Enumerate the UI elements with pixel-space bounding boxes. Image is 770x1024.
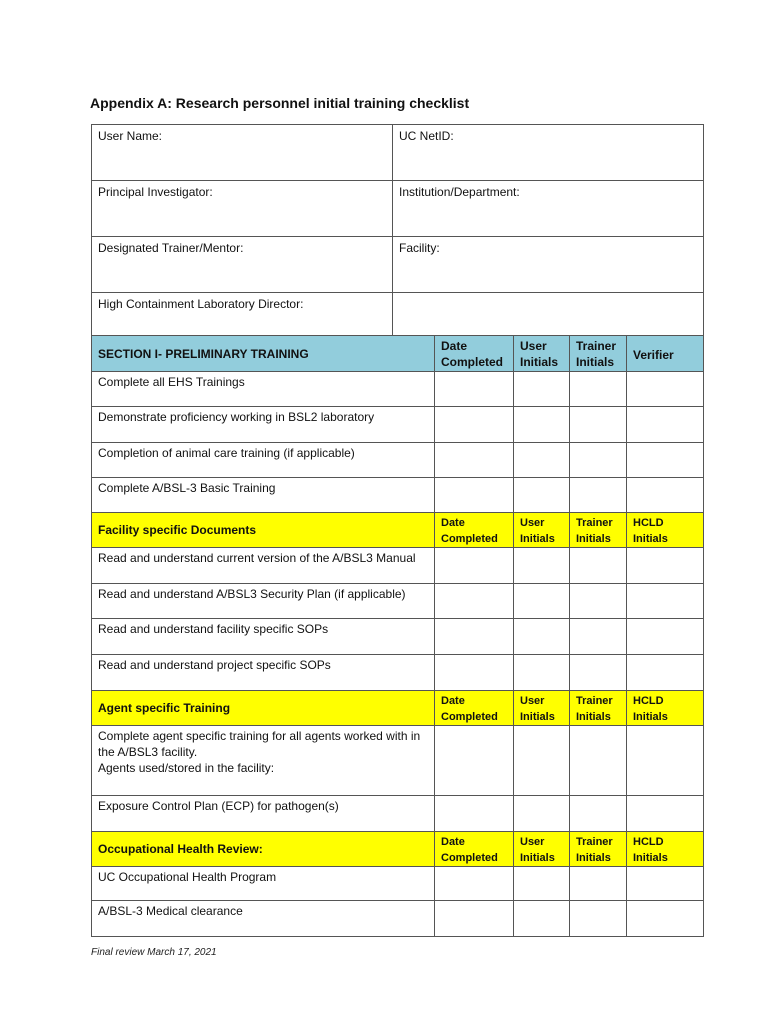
trainer-initials-cell[interactable] [570,655,627,691]
checklist-item-text: Complete agent specific training for all agents worked with in the A/BSL3 facility. [98,729,421,759]
hcld-initials-cell[interactable] [627,584,704,619]
training-checklist-table [91,335,704,937]
table-row [92,901,704,937]
date-completed-cell[interactable] [435,407,514,443]
table-row [92,584,704,619]
user-initials-cell[interactable] [514,901,570,937]
date-completed-cell[interactable] [435,548,514,584]
facility-docs-heading: Facility specific Documents [92,513,435,548]
hcl-director-field[interactable]: High Containment Laboratory Director: [92,293,393,350]
col-trainer-initials: Trainer Initials [570,513,627,548]
checklist-item: Read and understand facility specific SOPs [92,619,435,655]
checklist-item-subtext: Agents used/stored in the facility: [98,761,275,775]
trainer-initials-cell[interactable] [570,372,627,407]
col-trainer-initials: Trainer Initials [570,336,627,372]
col-hcld-initials: HCLD Initials [627,691,704,726]
verifier-cell[interactable] [627,407,704,443]
agent-training-header-row [92,691,704,726]
checklist-item: Exposure Control Plan (ECP) for pathogen(s) [92,796,435,832]
checklist-item: Completion of animal care training (if applicable) [92,443,435,478]
trainer-initials-cell[interactable] [570,407,627,443]
hcld-initials-cell[interactable] [627,867,704,901]
checklist-item: Read and understand project specific SOPs [92,655,435,691]
personnel-info-table [91,124,704,350]
checklist-item: A/BSL-3 Medical clearance [92,901,435,937]
trainer-initials-cell[interactable] [570,867,627,901]
table-row [92,655,704,691]
col-hcld-initials: HCLD Initials [627,832,704,867]
table-row [92,796,704,832]
date-completed-cell[interactable] [435,901,514,937]
date-completed-cell[interactable] [435,867,514,901]
hcld-initials-cell[interactable] [627,548,704,584]
col-verifier: Verifier [627,336,704,372]
checklist-item: Read and understand A/BSL3 Security Plan (if applicable) [92,584,435,619]
hcld-initials-cell[interactable] [627,901,704,937]
trainer-initials-cell[interactable] [570,619,627,655]
date-completed-cell[interactable] [435,584,514,619]
col-user-initials: User Initials [514,513,570,548]
agent-training-heading: Agent specific Training [92,691,435,726]
col-user-initials: User Initials [514,832,570,867]
col-date-completed: Date Completed [435,832,514,867]
user-initials-cell[interactable] [514,619,570,655]
trainer-initials-cell[interactable] [570,796,627,832]
user-initials-cell[interactable] [514,478,570,513]
trainer-initials-cell[interactable] [570,478,627,513]
checklist-item [92,726,435,796]
hcld-initials-cell[interactable] [627,619,704,655]
hcld-initials-cell[interactable] [627,796,704,832]
date-completed-cell[interactable] [435,372,514,407]
col-trainer-initials: Trainer Initials [570,691,627,726]
section1-header-row [92,336,704,372]
section1-heading: SECTION I- PRELIMINARY TRAINING [92,336,435,372]
date-completed-cell[interactable] [435,443,514,478]
occupational-health-heading: Occupational Health Review: [92,832,435,867]
checklist-item: Read and understand current version of the A/BSL3 Manual [92,548,435,584]
col-user-initials: User Initials [514,336,570,372]
user-initials-cell[interactable] [514,407,570,443]
table-row [92,407,704,443]
checklist-item: UC Occupational Health Program [92,867,435,901]
user-initials-cell[interactable] [514,867,570,901]
verifier-cell[interactable] [627,478,704,513]
table-row [92,478,704,513]
checklist-item: Complete A/BSL-3 Basic Training [92,478,435,513]
date-completed-cell[interactable] [435,796,514,832]
hcld-initials-cell[interactable] [627,726,704,796]
footer-review-date: Final review March 17, 2021 [91,947,217,958]
uc-netid-field[interactable]: UC NetID: [393,125,704,181]
checklist-item: Complete all EHS Trainings [92,372,435,407]
user-initials-cell[interactable] [514,655,570,691]
user-initials-cell[interactable] [514,584,570,619]
col-trainer-initials: Trainer Initials [570,832,627,867]
table-row [92,867,704,901]
checklist-item: Demonstrate proficiency working in BSL2 laboratory [92,407,435,443]
occupational-health-header-row [92,832,704,867]
user-initials-cell[interactable] [514,443,570,478]
col-hcld-initials: HCLD Initials [627,513,704,548]
col-user-initials: User Initials [514,691,570,726]
table-row [92,443,704,478]
table-row [92,548,704,584]
trainer-initials-cell[interactable] [570,726,627,796]
table-row [92,372,704,407]
facility-docs-header-row [92,513,704,548]
principal-investigator-field[interactable]: Principal Investigator: [92,181,393,237]
date-completed-cell[interactable] [435,478,514,513]
user-initials-cell[interactable] [514,796,570,832]
trainer-initials-cell[interactable] [570,443,627,478]
trainer-initials-cell[interactable] [570,548,627,584]
designated-trainer-field[interactable]: Designated Trainer/Mentor: [92,237,393,293]
col-date-completed: Date Completed [435,336,514,372]
page-title: Appendix A: Research personnel initial training checklist [90,95,470,111]
facility-field[interactable]: Facility: [393,237,704,293]
user-name-field[interactable]: User Name: [92,125,393,181]
trainer-initials-cell[interactable] [570,901,627,937]
hcld-initials-cell[interactable] [627,655,704,691]
verifier-cell[interactable] [627,443,704,478]
institution-department-field[interactable]: Institution/Department: [393,181,704,237]
table-row [92,619,704,655]
date-completed-cell[interactable] [435,655,514,691]
user-initials-cell[interactable] [514,372,570,407]
verifier-cell[interactable] [627,372,704,407]
col-date-completed: Date Completed [435,513,514,548]
trainer-initials-cell[interactable] [570,584,627,619]
col-date-completed: Date Completed [435,691,514,726]
user-initials-cell[interactable] [514,548,570,584]
date-completed-cell[interactable] [435,726,514,796]
user-initials-cell[interactable] [514,726,570,796]
table-row [92,726,704,796]
date-completed-cell[interactable] [435,619,514,655]
